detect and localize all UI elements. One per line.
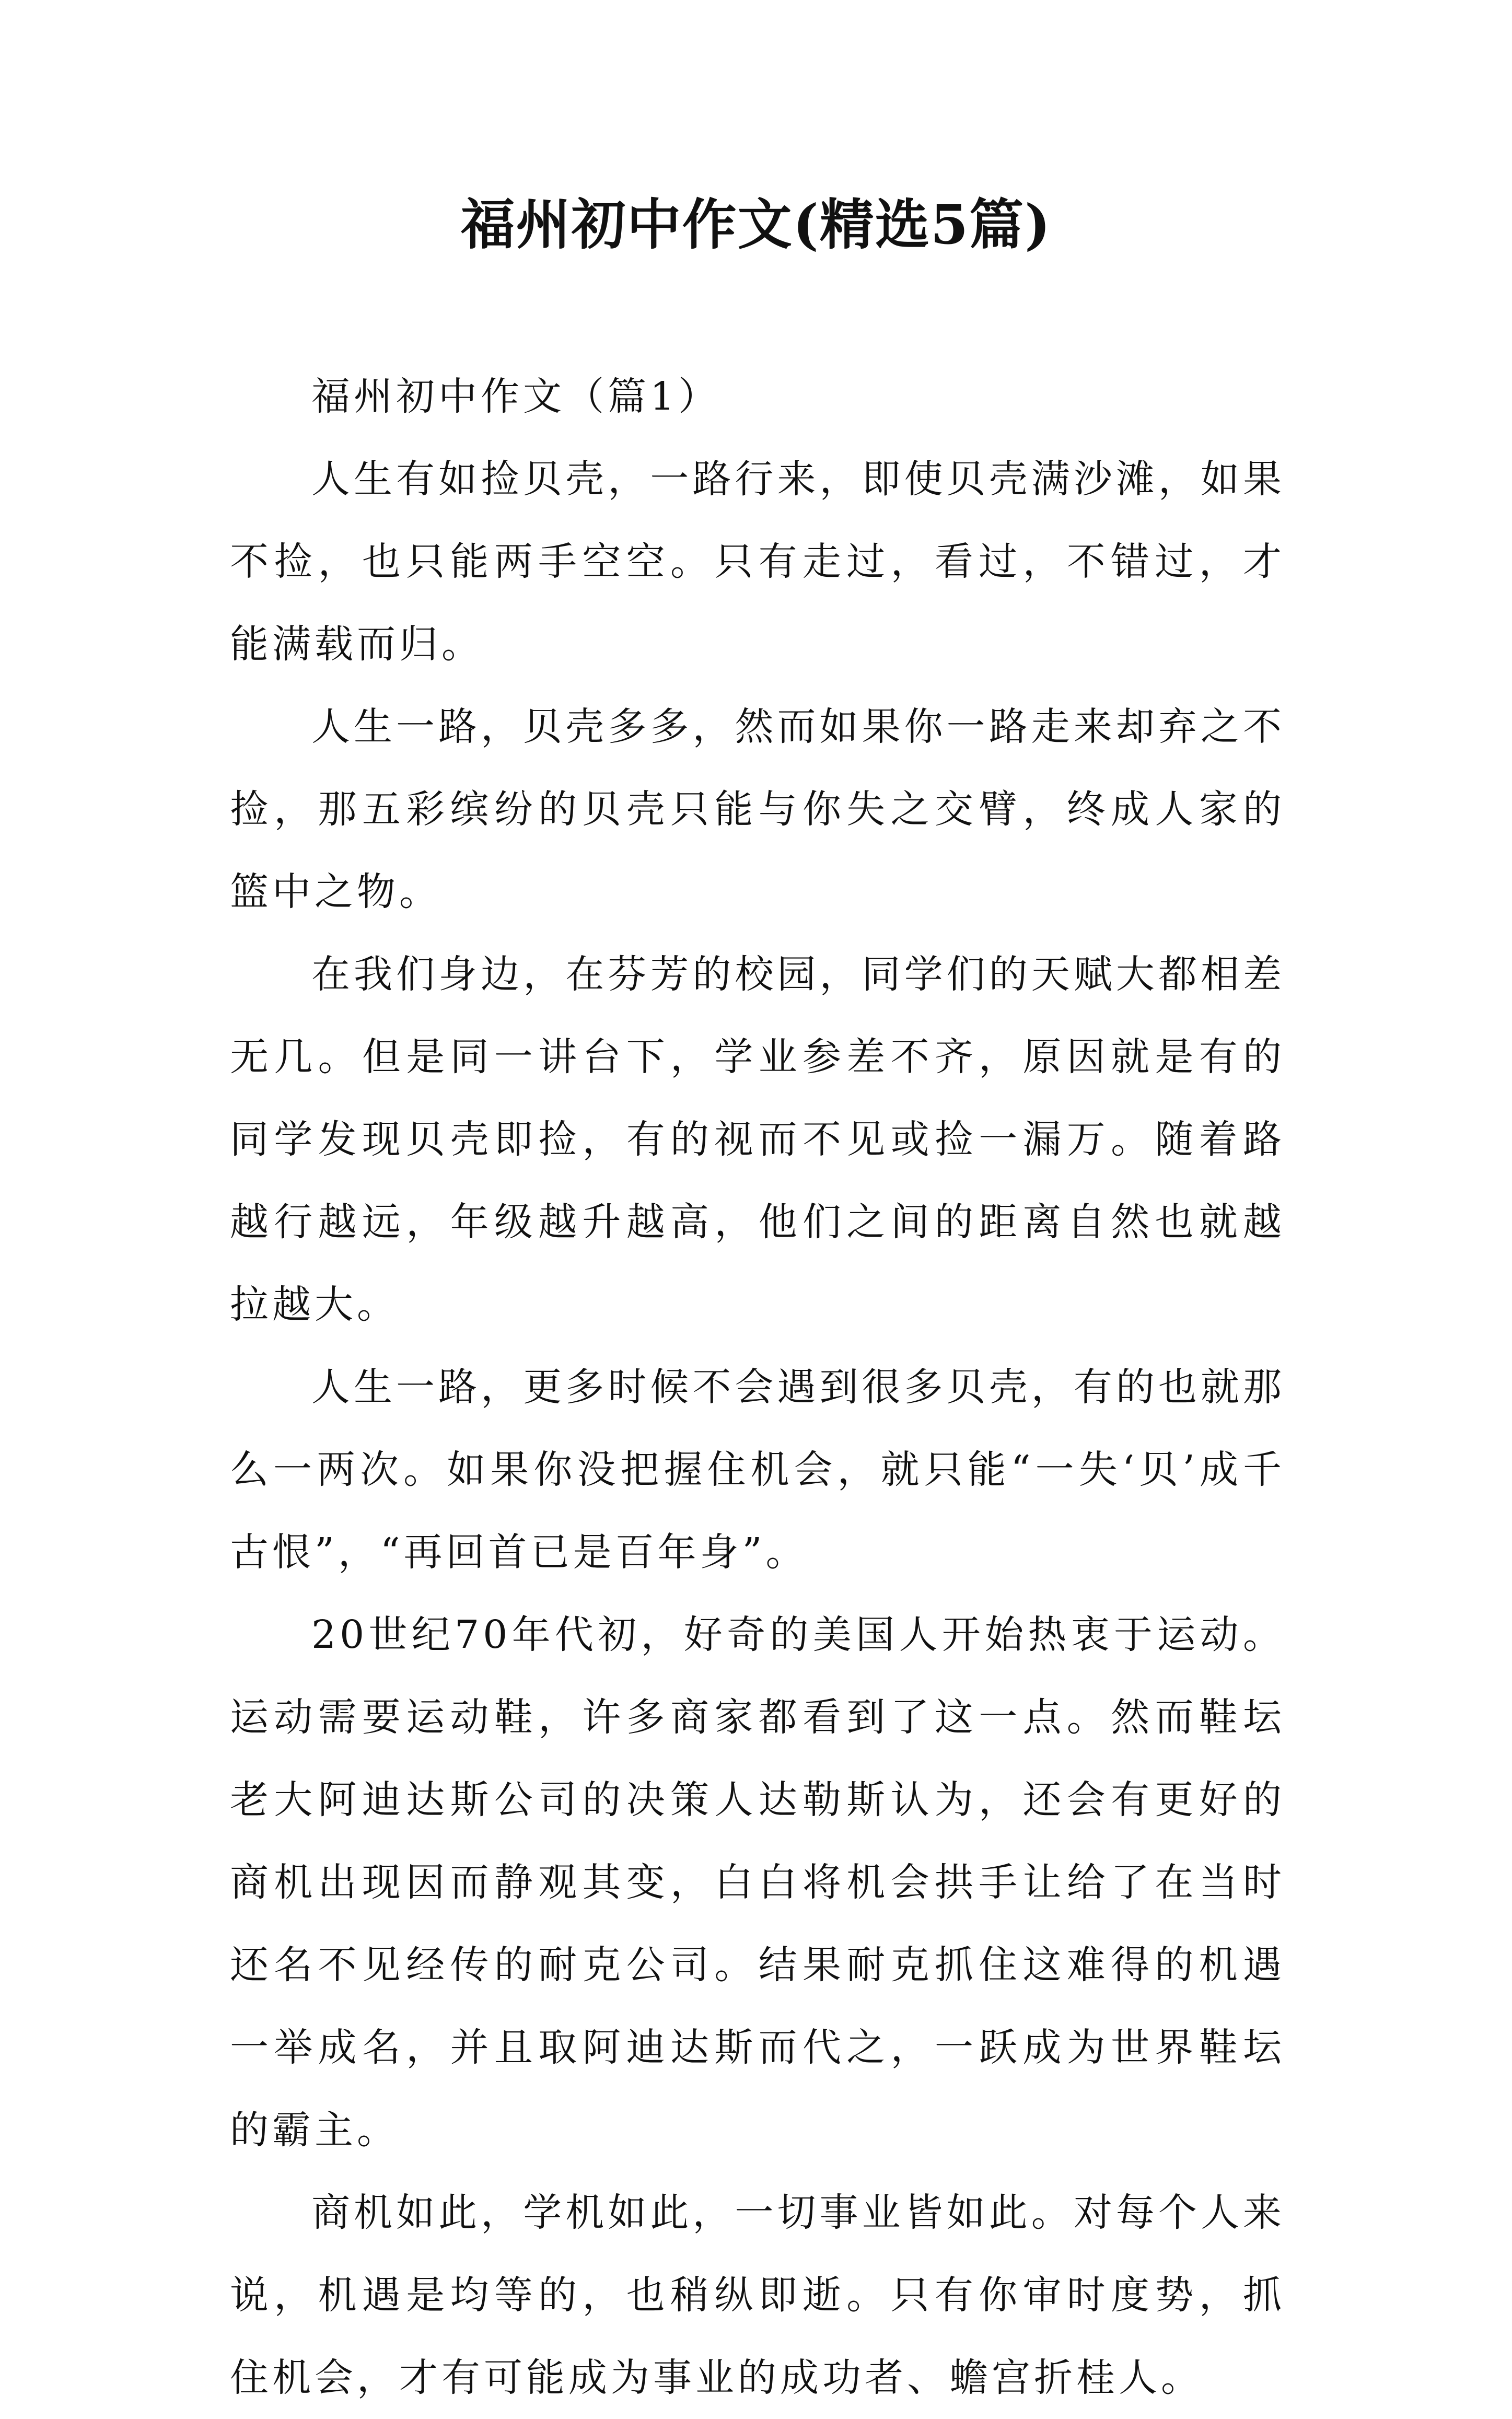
document-body — [230, 355, 1285, 2419]
paragraph: 人生有如捡贝壳，一路行来，即使贝壳满沙滩，如果不捡，也只能两手空空。只有走过，看过，不错过，才能满载而归。 — [230, 457, 1285, 667]
section-heading: 福州初中作文（篇1） — [311, 374, 721, 419]
paragraph: 人生一路，贝壳多多，然而如果你一路走来却弃之不捡，那五彩缤纷的贝壳只能与你失之交臂，终成人家的篮中之物。 — [230, 704, 1285, 914]
paragraph: 人生一路，更多时候不会遇到很多贝壳，有的也就那么一两次。如果你没把握住机会，就只能“一失‘贝’成千古恨”，“再回首已是百年身”。 — [230, 1365, 1285, 1575]
document-title: 福州初中作文(精选5篇) — [460, 192, 1052, 257]
paragraph: 20世纪70年代初，好奇的美国人开始热衷于运动。运动需要运动鞋，许多商家都看到了这一点。然而鞋坛老大阿迪达斯公司的决策人达勒斯认为，还会有更好的商机出现因而静观其变，白白将机会拱手让给了在当时还名不见经传的耐克公司。结果耐克抓住这难得的机遇一举成名，并且取阿迪达斯而代之，一跃成为世界鞋坛的霸主。 — [230, 1612, 1285, 2153]
paragraph: 商机如此，学机如此，一切事业皆如此。对每个人来说，机遇是均等的，也稍纵即逝。只有你审时度势，抓住机会，才有可能成为事业的成功者、蟾宫折桂人。 — [230, 2190, 1285, 2400]
paragraph: 在我们身边，在芬芳的校园，同学们的天赋大都相差无几。但是同一讲台下，学业参差不齐，原因就是有的同学发现贝壳即捡，有的视而不见或捡一漏万。随着路越行越远，年级越升越高，他们之间的距离自然也就越拉越大。 — [230, 952, 1285, 1327]
